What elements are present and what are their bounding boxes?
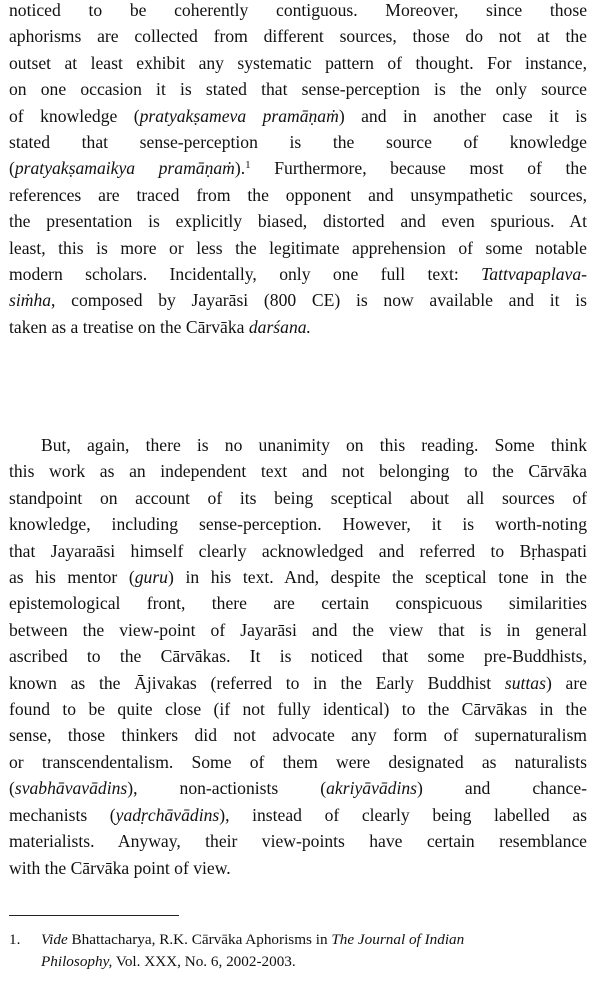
text-line <box>9 314 587 340</box>
text-line: this work as an independent text and not belonging to the Cārvāka <box>9 461 587 482</box>
text-line <box>9 775 587 801</box>
text-segment: Furthermore, because most of the <box>250 158 587 179</box>
text-line: that Jayaraāsi himself clearly acknowledged and referred to Bṛhaspati <box>9 540 587 561</box>
text-segment: taken as a treatise on the Cārvāka <box>9 316 249 337</box>
paragraph-2 <box>9 432 587 881</box>
text-line: materialists. Anyway, their view-points have certain resemblance <box>9 831 587 852</box>
text-segment: ). <box>234 158 246 179</box>
text-segment: The Journal of Indian <box>331 931 465 948</box>
footnote-number: 1. <box>9 931 21 948</box>
text-line: on one occasion it is stated that sense-perception is the only source <box>9 79 587 100</box>
text-segment: yadṛchāvādins <box>115 804 220 825</box>
text-segment: ) in his text. And, despite the sceptical tone in the <box>167 567 587 588</box>
text-line <box>9 155 587 181</box>
text-segment: ( <box>9 778 15 799</box>
text-segment: ) and in another case it is <box>338 105 587 126</box>
footnote-divider <box>9 915 179 916</box>
text-line: found to be quite close (if not fully identical) to the Cārvākas in the <box>9 699 587 720</box>
text-segment: modern scholars. Incidentally, only one full text: <box>9 264 482 285</box>
text-line <box>9 103 587 129</box>
text-line: epistemological front, there are certain conspicuous similarities <box>9 593 587 614</box>
text-segment: darśana. <box>248 316 311 337</box>
text-segment: ( <box>9 158 15 179</box>
text-segment: Vide <box>41 931 68 948</box>
text-segment: of knowledge ( <box>9 105 140 126</box>
text-line: aphorisms are collected from different sources, those do not at the <box>9 26 587 47</box>
text-segment: , composed by Jayarāsi (800 CE) is now available and it is <box>51 290 587 311</box>
text-segment: Tattvapaplava- <box>481 264 587 285</box>
text-segment: ), non-actionists ( <box>127 778 327 799</box>
text-line: between the view-point of Jayarāsi and the view that is in general <box>9 619 587 640</box>
text-segment: mechanists ( <box>9 804 116 825</box>
text-line: with the Cārvāka point of view. <box>9 857 231 878</box>
text-line: stated that sense-perception is the source of knowledge <box>9 132 587 153</box>
text-line <box>9 261 587 287</box>
text-segment: Philosophy, <box>41 953 113 970</box>
text-line: standpoint on account of its being sceptical about all sources of <box>9 487 587 508</box>
text-line: noticed to be coherently contiguous. Moreover, since those <box>9 0 587 20</box>
text-segment: guru <box>134 567 168 588</box>
text-line: But, again, there is no unanimity on this reading. Some think <box>41 435 587 455</box>
text-segment: svabhāvavādins <box>14 778 128 799</box>
text-segment: ) are <box>545 672 587 693</box>
text-line <box>9 802 587 828</box>
paragraph-1 <box>9 0 587 340</box>
text-segment: Vol. XXX, No. 6, 2002-2003. <box>112 953 296 970</box>
text-segment: pratyakṣameva pramāṇaṁ <box>139 105 339 126</box>
text-line: outset at least exhibit any systematic pattern of thought. For instance, <box>9 52 587 73</box>
text-line: knowledge, including sense-perception. However, it is worth-noting <box>9 514 587 535</box>
text-line <box>9 564 587 590</box>
text-segment: ) and chance- <box>417 778 588 799</box>
footnote-marker: 1 <box>245 159 251 172</box>
text-line <box>41 929 587 951</box>
text-line: or transcendentalism. Some of them were designated as naturalists <box>9 751 587 772</box>
text-segment: pratyakṣamaikya pramāṇaṁ <box>14 158 235 179</box>
text-segment: siṁha <box>9 290 52 311</box>
text-segment: suttas <box>504 672 546 693</box>
text-line <box>9 670 587 696</box>
text-line: sense, those thinkers did not advocate any form of supernaturalism <box>9 725 587 746</box>
text-line: least, this is more or less the legitimate apprehension of some notable <box>9 237 587 258</box>
text-segment: Bhattacharya, R.K. Cārvāka Aphorisms in <box>67 931 332 948</box>
text-line <box>41 951 587 973</box>
footnote-text <box>41 929 587 973</box>
text-line: the presentation is explicitly biased, distorted and even spurious. At <box>9 211 587 232</box>
text-line <box>9 287 587 313</box>
text-line: ascribed to the Cārvākas. It is noticed that some pre-Buddhists, <box>9 646 587 667</box>
text-segment: as his mentor ( <box>9 567 135 588</box>
text-line: references are traced from the opponent and unsympathetic sources, <box>9 184 587 205</box>
text-segment: ), instead of clearly being labelled as <box>219 804 587 825</box>
text-segment: akriyāvādins <box>326 778 418 799</box>
text-segment: known as the Ājivakas (referred to in the Early Buddhist <box>9 672 505 693</box>
